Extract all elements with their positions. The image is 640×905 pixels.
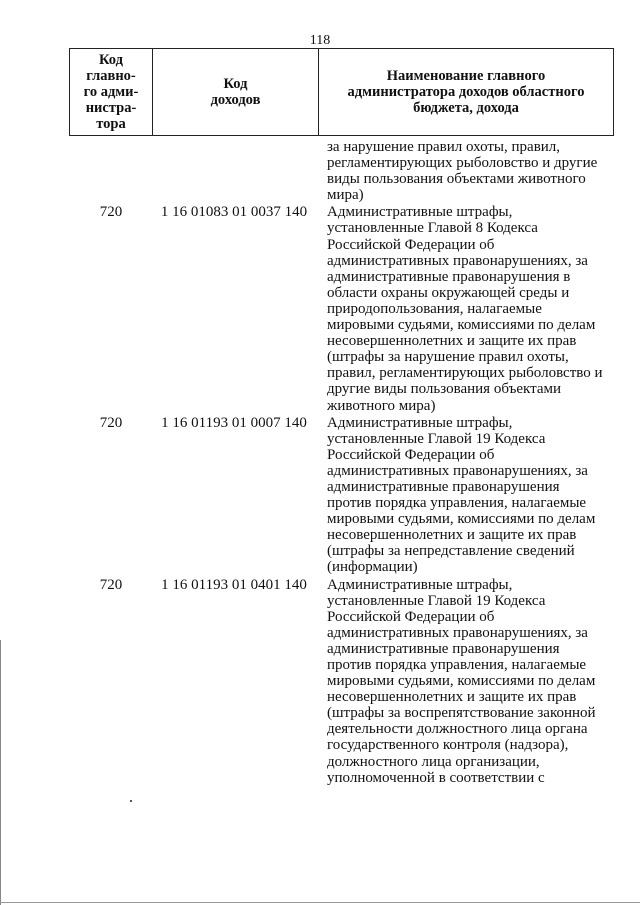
continuation-text: за нарушение правил охоты, правил, регламентирующих рыболовство и другие виды пользования объектами животного мира) — [327, 139, 598, 204]
row-income-code: 1 16 01083 01 0037 140 — [160, 204, 308, 221]
page-number: 118 — [309, 33, 331, 48]
revenue-table — [69, 48, 614, 786]
scan-edge-mark — [0, 640, 1, 905]
row-name: Административные штрафы, установленные Главой 19 Кодекса Российской Федерации об административных правонарушениях, за административные правонарушения против порядка управления, налагаемые мировыми судьями, комиссиями по делам несовершеннолетних и защите их прав (штрафы за воспрепятствование законной деятельности должностного лица органа государственного контроля (надзора), должностного лица организации, уполномоченной в соответствии с — [327, 576, 596, 786]
scan-bottom-edge — [0, 902, 640, 903]
table-row — [69, 204, 614, 413]
header-income-code: Код доходов — [153, 49, 319, 135]
row-admin-code: 720 — [99, 414, 123, 431]
row-income-code: 1 16 01193 01 0007 140 — [161, 414, 307, 431]
table-row — [69, 577, 614, 786]
row-admin-code: 720 — [99, 576, 123, 593]
table-header — [69, 48, 614, 136]
row-name: Административные штрафы, установленные Главой 8 Кодекса Российской Федерации об административных правонарушениях, за административные правонарушения в области охраны окружающей среды и природопользования, налагаемые мировыми судьями, комиссиями по делам несовершеннолетних и защите их прав (штрафы за нарушение правил охоты, правил, регламентирующих рыболовство и другие виды пользования объектами животного мира) — [327, 204, 603, 414]
header-name: Наименование главного администратора доходов областного бюджета, дохода — [319, 49, 614, 135]
header-admin-code: Код главно- го адми- нистра- тора — [69, 49, 153, 135]
row-admin-code: 720 — [99, 204, 123, 221]
row-name: Административные штрафы, установленные Главой 19 Кодекса Российской Федерации об административных правонарушениях, за административные правонарушения против порядка управления, налагаемые мировыми судьями, комиссиями по делам несовершеннолетних и защите их прав (штрафы за непредставление сведений (информации) — [327, 414, 596, 576]
table-row — [69, 415, 614, 576]
scan-speck — [130, 800, 132, 802]
row-income-code: 1 16 01193 01 0401 140 — [161, 576, 307, 593]
